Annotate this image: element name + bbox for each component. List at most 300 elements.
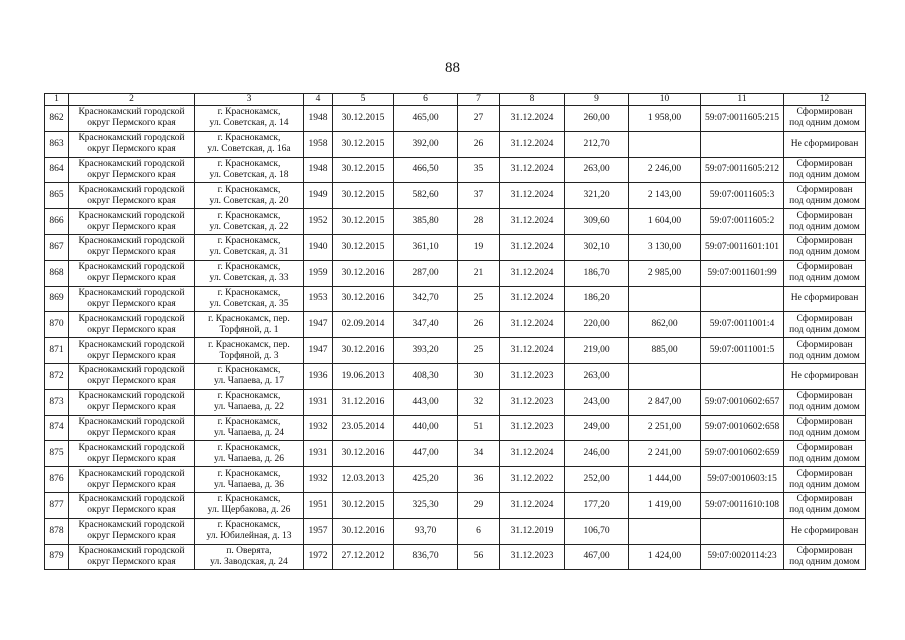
owner-cell-line: Краснокамский городской [78,416,185,427]
address-cell [195,106,304,132]
area-cell: 212,70 [565,131,629,157]
date-cell: 31.12.2023 [500,389,565,415]
row-number-cell: 866 [45,209,69,235]
area-cell: 342,70 [394,286,458,312]
owner-cell [69,363,195,389]
date-cell: 19.06.2013 [333,363,394,389]
area-cell: 440,00 [394,415,458,441]
date-cell: 30.12.2015 [333,157,394,183]
date-cell: 30.12.2015 [333,492,394,518]
year-built-cell: 1931 [304,389,333,415]
owner-cell-line: округ Пермского края [87,221,176,232]
date-cell: 31.12.2024 [500,286,565,312]
status-cell-line: под одним домом [789,505,860,516]
owner-cell-line: Краснокамский городской [78,262,185,273]
cadastral-number-cell [701,131,784,157]
row-number-cell: 869 [45,286,69,312]
address-cell-line: ул. Чапаева, д. 26 [213,453,285,464]
land-area-cell: 885,00 [629,338,701,364]
owner-cell [69,338,195,364]
date-cell: 30.12.2015 [333,209,394,235]
owner-cell [69,209,195,235]
status-cell-line: Сформирован [796,391,853,402]
address-cell-line: г. Краснокамск, [217,391,281,402]
status-cell [784,157,866,183]
year-built-cell: 1947 [304,312,333,338]
address-cell-line: п. Оверята, [226,545,272,556]
date-cell: 27.12.2012 [333,544,394,570]
date-cell: 31.12.2024 [500,183,565,209]
area-cell: 393,20 [394,338,458,364]
owner-cell [69,415,195,441]
owner-cell-line: округ Пермского края [87,479,176,490]
status-cell [784,492,866,518]
date-cell: 31.12.2024 [500,260,565,286]
address-cell [195,260,304,286]
address-cell-line: г. Краснокамск, [217,442,281,453]
table-row [45,363,866,389]
owner-cell-line: Краснокамский городской [78,158,185,169]
owner-cell-line: округ Пермского края [87,402,176,413]
cadastral-number-cell: 59:07:0011605:3 [701,183,784,209]
status-cell-line: под одним домом [789,273,860,284]
table-row [45,106,866,132]
owner-cell-line: Краснокамский городской [78,184,185,195]
status-cell-line: Сформирован [796,262,853,273]
land-area-cell [629,518,701,544]
address-cell [195,209,304,235]
owner-cell [69,183,195,209]
status-cell-line: Не сформирован [790,370,859,381]
area-cell: 252,00 [565,467,629,493]
address-cell-line: ул. Советская, д. 14 [209,118,289,129]
area-cell: 325,30 [394,492,458,518]
area-cell: 220,00 [565,312,629,338]
count-cell: 30 [458,363,500,389]
owner-cell-line: Краснокамский городской [78,133,185,144]
year-built-cell: 1953 [304,286,333,312]
row-number-cell: 862 [45,106,69,132]
cadastral-number-cell: 59:07:0011601:99 [701,260,784,286]
area-cell: 443,00 [394,389,458,415]
owner-cell-line: Краснокамский городской [78,287,185,298]
owner-cell-line: Краснокамский городской [78,236,185,247]
owner-cell-line: округ Пермского края [87,324,176,335]
address-cell-line: ул. Щербакова, д. 26 [207,505,291,516]
owner-cell-line: округ Пермского края [87,169,176,180]
status-cell-line: под одним домом [789,427,860,438]
owner-cell [69,467,195,493]
count-cell: 51 [458,415,500,441]
cadastral-number-cell: 59:07:0011001:5 [701,338,784,364]
page-number: 88 [445,60,460,76]
column-header: 4 [304,94,333,106]
date-cell: 31.12.2022 [500,467,565,493]
column-header: 8 [500,94,565,106]
status-cell [784,234,866,260]
date-cell: 30.12.2015 [333,131,394,157]
status-cell-line: под одним домом [789,324,860,335]
owner-cell-line: Краснокамский городской [78,545,185,556]
date-cell: 30.12.2016 [333,441,394,467]
address-cell-line: ул. Советская, д. 16а [207,144,291,155]
area-cell: 321,20 [565,183,629,209]
status-cell-line: Сформирован [796,107,853,118]
owner-cell-line: округ Пермского края [87,350,176,361]
address-cell [195,131,304,157]
year-built-cell: 1948 [304,106,333,132]
address-cell-line: ул. Советская, д. 18 [209,169,289,180]
count-cell: 28 [458,209,500,235]
area-cell: 465,00 [394,106,458,132]
owner-cell-line: округ Пермского края [87,247,176,258]
area-cell: 836,70 [394,544,458,570]
count-cell: 29 [458,492,500,518]
date-cell: 31.12.2024 [500,234,565,260]
year-built-cell: 1952 [304,209,333,235]
date-cell: 30.12.2015 [333,106,394,132]
owner-cell [69,389,195,415]
status-cell [784,209,866,235]
owner-cell-line: округ Пермского края [87,453,176,464]
address-cell [195,518,304,544]
owner-cell-line: округ Пермского края [87,298,176,309]
row-number-cell: 879 [45,544,69,570]
cadastral-number-cell: 59:07:0011610:108 [701,492,784,518]
cadastral-number-cell: 59:07:0011605:2 [701,209,784,235]
address-cell-line: ул. Юбилейная, д. 13 [206,531,292,542]
status-cell-line: под одним домом [789,195,860,206]
cadastral-number-cell: 59:07:0020114:23 [701,544,784,570]
date-cell: 31.12.2024 [500,312,565,338]
status-cell [784,338,866,364]
table-row [45,131,866,157]
housing-registry-table [44,93,866,570]
status-cell [784,363,866,389]
owner-cell [69,234,195,260]
area-cell: 582,60 [394,183,458,209]
row-number-cell: 863 [45,131,69,157]
cadastral-number-cell [701,518,784,544]
year-built-cell: 1972 [304,544,333,570]
date-cell: 23.05.2014 [333,415,394,441]
date-cell: 30.12.2015 [333,234,394,260]
area-cell: 287,00 [394,260,458,286]
row-number-cell: 873 [45,389,69,415]
count-cell: 26 [458,131,500,157]
owner-cell-line: Краснокамский городской [78,494,185,505]
owner-cell-line: Краснокамский городской [78,313,185,324]
status-cell [784,544,866,570]
year-built-cell: 1936 [304,363,333,389]
table-row [45,467,866,493]
table-row [45,415,866,441]
row-number-cell: 877 [45,492,69,518]
column-header: 2 [69,94,195,106]
address-cell-line: ул. Советская, д. 20 [209,195,289,206]
table-row [45,260,866,286]
cadastral-number-cell [701,286,784,312]
owner-cell-line: округ Пермского края [87,556,176,567]
address-cell [195,157,304,183]
year-built-cell: 1940 [304,234,333,260]
status-cell [784,389,866,415]
row-number-cell: 874 [45,415,69,441]
land-area-cell: 1 419,00 [629,492,701,518]
owner-cell-line: округ Пермского края [87,144,176,155]
area-cell: 447,00 [394,441,458,467]
owner-cell [69,492,195,518]
table-row [45,544,866,570]
status-cell-line: Сформирован [796,494,853,505]
address-cell-line: г. Краснокамск, пер. [208,339,290,350]
area-cell: 385,80 [394,209,458,235]
area-cell: 243,00 [565,389,629,415]
owner-cell [69,518,195,544]
column-header: 3 [195,94,304,106]
owner-cell-line: округ Пермского края [87,273,176,284]
status-cell [784,467,866,493]
cadastral-number-cell [701,363,784,389]
year-built-cell: 1932 [304,467,333,493]
address-cell [195,492,304,518]
year-built-cell: 1931 [304,441,333,467]
area-cell: 186,20 [565,286,629,312]
cadastral-number-cell: 59:07:0010602:657 [701,389,784,415]
table-row [45,209,866,235]
date-cell: 02.09.2014 [333,312,394,338]
status-cell-line: Сформирован [796,442,853,453]
table-row [45,338,866,364]
row-number-cell: 872 [45,363,69,389]
owner-cell-line: Краснокамский городской [78,520,185,531]
status-cell [784,183,866,209]
status-cell-line: Сформирован [796,545,853,556]
land-area-cell: 1 424,00 [629,544,701,570]
status-cell-line: под одним домом [789,169,860,180]
table-row [45,518,866,544]
address-cell [195,338,304,364]
address-cell [195,544,304,570]
row-number-cell: 870 [45,312,69,338]
address-cell [195,389,304,415]
address-cell-line: г. Краснокамск, [217,468,281,479]
status-cell-line: Не сформирован [790,138,859,149]
address-cell [195,467,304,493]
land-area-cell [629,131,701,157]
status-cell-line: Сформирован [796,236,853,247]
count-cell: 25 [458,286,500,312]
column-header: 11 [701,94,784,106]
address-cell-line: ул. Советская, д. 22 [209,221,289,232]
status-cell [784,312,866,338]
count-cell: 25 [458,338,500,364]
owner-cell [69,544,195,570]
area-cell: 347,40 [394,312,458,338]
status-cell [784,441,866,467]
address-cell-line: г. Краснокамск, [217,494,281,505]
date-cell: 31.12.2024 [500,106,565,132]
year-built-cell: 1947 [304,338,333,364]
status-cell-line: Не сформирован [790,525,859,536]
address-cell-line: ул. Чапаева, д. 17 [213,376,285,387]
status-cell [784,286,866,312]
date-cell: 31.12.2019 [500,518,565,544]
owner-cell-line: Краснокамский городской [78,107,185,118]
date-cell: 31.12.2023 [500,363,565,389]
year-built-cell: 1932 [304,415,333,441]
owner-cell-line: округ Пермского края [87,427,176,438]
count-cell: 36 [458,467,500,493]
land-area-cell: 2 847,00 [629,389,701,415]
owner-cell-line: Краснокамский городской [78,339,185,350]
land-area-cell: 2 241,00 [629,441,701,467]
count-cell: 26 [458,312,500,338]
area-cell: 263,00 [565,363,629,389]
address-cell [195,286,304,312]
owner-cell-line: округ Пермского края [87,505,176,516]
area-cell: 177,20 [565,492,629,518]
row-number-cell: 875 [45,441,69,467]
cadastral-number-cell: 59:07:0010602:658 [701,415,784,441]
year-built-cell: 1958 [304,131,333,157]
row-number-cell: 871 [45,338,69,364]
date-cell: 31.12.2023 [500,415,565,441]
address-cell-line: ул. Советская, д. 35 [209,298,289,309]
address-cell-line: г. Краснокамск, [217,184,281,195]
area-cell: 260,00 [565,106,629,132]
owner-cell-line: Краснокамский городской [78,365,185,376]
row-number-cell: 867 [45,234,69,260]
area-cell: 467,00 [565,544,629,570]
table-row [45,157,866,183]
owner-cell-line: округ Пермского края [87,376,176,387]
land-area-cell: 1 444,00 [629,467,701,493]
status-cell-line: под одним домом [789,350,860,361]
status-cell-line: под одним домом [789,247,860,258]
address-cell-line: ул. Советская, д. 33 [209,273,289,284]
date-cell: 31.12.2023 [500,544,565,570]
date-cell: 30.12.2015 [333,183,394,209]
area-cell: 408,30 [394,363,458,389]
address-cell [195,441,304,467]
land-area-cell: 2 143,00 [629,183,701,209]
land-area-cell: 3 130,00 [629,234,701,260]
status-cell [784,106,866,132]
address-cell-line: г. Краснокамск, пер. [208,313,290,324]
date-cell: 12.03.2013 [333,467,394,493]
owner-cell-line: Краснокамский городской [78,391,185,402]
date-cell: 31.12.2024 [500,338,565,364]
cadastral-number-cell: 59:07:0011605:215 [701,106,784,132]
year-built-cell: 1959 [304,260,333,286]
row-number-cell: 876 [45,467,69,493]
status-cell [784,131,866,157]
status-cell-line: Не сформирован [790,293,859,304]
land-area-cell [629,286,701,312]
column-number-row [45,94,866,106]
column-header: 5 [333,94,394,106]
count-cell: 32 [458,389,500,415]
area-cell: 246,00 [565,441,629,467]
area-cell: 302,10 [565,234,629,260]
date-cell: 31.12.2024 [500,492,565,518]
address-cell-line: г. Краснокамск, [217,365,281,376]
address-cell [195,415,304,441]
status-cell [784,260,866,286]
year-built-cell: 1957 [304,518,333,544]
row-number-cell: 878 [45,518,69,544]
status-cell-line: под одним домом [789,556,860,567]
owner-cell-line: округ Пермского края [87,195,176,206]
table-row [45,441,866,467]
column-header: 1 [45,94,69,106]
area-cell: 106,70 [565,518,629,544]
area-cell: 392,00 [394,131,458,157]
cadastral-number-cell: 59:07:0011001:4 [701,312,784,338]
year-built-cell: 1951 [304,492,333,518]
address-cell-line: ул. Заводская, д. 24 [210,556,288,567]
status-cell-line: Сформирован [796,313,853,324]
owner-cell-line: Краснокамский городской [78,442,185,453]
land-area-cell: 862,00 [629,312,701,338]
area-cell: 309,60 [565,209,629,235]
status-cell-line: Сформирован [796,184,853,195]
year-built-cell: 1949 [304,183,333,209]
date-cell: 30.12.2016 [333,518,394,544]
address-cell-line: г. Краснокамск, [217,107,281,118]
address-cell [195,234,304,260]
cadastral-number-cell: 59:07:0010602:659 [701,441,784,467]
date-cell: 31.12.2024 [500,157,565,183]
status-cell-line: Сформирован [796,158,853,169]
date-cell: 31.12.2016 [333,389,394,415]
area-cell: 361,10 [394,234,458,260]
status-cell-line: под одним домом [789,453,860,464]
address-cell-line: ул. Советская, д. 31 [209,247,289,258]
owner-cell [69,131,195,157]
status-cell [784,518,866,544]
cadastral-number-cell: 59:07:0010603:15 [701,467,784,493]
status-cell-line: под одним домом [789,479,860,490]
column-header: 6 [394,94,458,106]
owner-cell [69,441,195,467]
address-cell-line: г. Краснокамск, [217,133,281,144]
address-cell-line: г. Краснокамск, [217,520,281,531]
table-row [45,389,866,415]
address-cell-line: г. Краснокамск, [217,210,281,221]
table-row [45,286,866,312]
owner-cell-line: Краснокамский городской [78,210,185,221]
date-cell: 30.12.2016 [333,286,394,312]
count-cell: 6 [458,518,500,544]
year-built-cell: 1948 [304,157,333,183]
address-cell-line: ул. Чапаева, д. 22 [213,402,285,413]
date-cell: 30.12.2016 [333,338,394,364]
address-cell-line: г. Краснокамск, [217,416,281,427]
owner-cell-line: Краснокамский городской [78,468,185,479]
land-area-cell: 1 604,00 [629,209,701,235]
area-cell: 93,70 [394,518,458,544]
date-cell: 31.12.2024 [500,131,565,157]
column-header: 7 [458,94,500,106]
row-number-cell: 868 [45,260,69,286]
owner-cell-line: округ Пермского края [87,531,176,542]
owner-cell [69,286,195,312]
owner-cell [69,312,195,338]
land-area-cell: 1 958,00 [629,106,701,132]
address-cell-line: ул. Чапаева, д. 24 [213,427,285,438]
